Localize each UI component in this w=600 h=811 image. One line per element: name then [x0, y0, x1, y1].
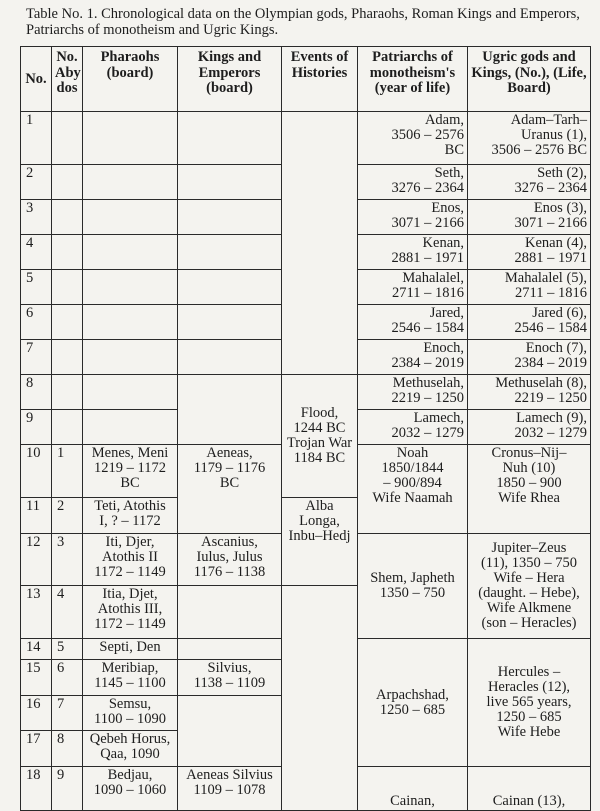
abydos-number: 5 — [52, 639, 83, 660]
king-empty-cell — [178, 586, 282, 639]
row-number: 7 — [21, 340, 52, 375]
arpachshad-cell: Arpachshad, 1250 – 685 — [358, 639, 468, 767]
pharaoh-cell: Bedjau, 1090 – 1060 — [83, 767, 178, 811]
abydos-number: 6 — [52, 660, 83, 696]
ugric-cell: Methuselah (8), 2219 – 1250 — [468, 375, 591, 410]
ugric-cell: Cainan (13), — [468, 767, 591, 811]
pharaoh-cell: Septi, Den — [83, 639, 178, 660]
pharaoh-cell: Meribiap, 1145 – 1100 — [83, 660, 178, 696]
header-pharaohs: Pharaohs (board) — [83, 47, 178, 112]
abydos-number: 8 — [52, 731, 83, 767]
row-number: 12 — [21, 534, 52, 586]
abydos-number: 3 — [52, 534, 83, 586]
cronus-cell: Cronus–Nij– Nuh (10) 1850 – 900 Wife Rhea — [468, 445, 591, 534]
row-number: 10 — [21, 445, 52, 498]
kings-empty-cell — [178, 375, 282, 445]
jupiter-cell: Jupiter–Zeus (11), 1350 – 750 Wife – Hera (daught. – Hebe), Wife Alkmene (son – Heracles) — [468, 534, 591, 639]
pharaoh-cell: Qebeh Horus, Qaa, 1090 — [83, 731, 178, 767]
row-number: 16 — [21, 696, 52, 731]
header-row — [21, 47, 591, 112]
table-row — [21, 375, 591, 410]
row-number: 18 — [21, 767, 52, 811]
king-empty-cell — [178, 639, 282, 660]
row-number: 4 — [21, 235, 52, 270]
ugric-cell: Enoch (7), 2384 – 2019 — [468, 340, 591, 375]
king-empty-cell — [178, 696, 282, 767]
patriarch-cell: Lamech, 2032 – 1279 — [358, 410, 468, 445]
ugric-cell: Mahalalel (5), 2711 – 1816 — [468, 270, 591, 305]
king-cell: Silvius, 1138 – 1109 — [178, 660, 282, 696]
table-caption: Table No. 1. Chronological data on the Olympian gods, Pharaohs, Roman Kings and Emperors, Patriarchs of monotheism and Ugric Kings. — [26, 6, 580, 38]
header-ugric: Ugric gods and Kings, (No.), (Life, Board) — [468, 47, 591, 112]
header-abydos: No. Aby dos — [52, 47, 83, 112]
pharaoh-cell: Itia, Djet, Atothis III, 1172 – 1149 — [83, 586, 178, 639]
row-number: 15 — [21, 660, 52, 696]
events-flood-cell: Flood, 1244 BC Trojan War 1184 BC — [282, 375, 358, 498]
row-number: 2 — [21, 165, 52, 200]
row-number: 14 — [21, 639, 52, 660]
ugric-cell: Jared (6), 2546 – 1584 — [468, 305, 591, 340]
patriarch-cell: Seth, 3276 – 2364 — [358, 165, 468, 200]
header-patriarchs: Patriarchs of monotheism's (year of life) — [358, 47, 468, 112]
table-row — [21, 112, 591, 165]
patriarch-cell: Methuselah, 2219 – 1250 — [358, 375, 468, 410]
noah-cell: Noah 1850/1844 – 900/894 Wife Naamah — [358, 445, 468, 534]
ugric-cell: Seth (2), 3276 – 2364 — [468, 165, 591, 200]
abydos-number: 1 — [52, 445, 83, 498]
events-empty-cell — [282, 112, 358, 375]
events-alba-cell: Alba Longa, Inbu–Hedj — [282, 498, 358, 586]
header-kings: Kings and Emperors (board) — [178, 47, 282, 112]
patriarch-cell: Kenan, 2881 – 1971 — [358, 235, 468, 270]
abydos-number: 4 — [52, 586, 83, 639]
row-number: 1 — [21, 112, 52, 165]
pharaoh-cell: Iti, Djer, Atothis II 1172 – 1149 — [83, 534, 178, 586]
patriarch-cell: Adam, 3506 – 2576 BC — [358, 112, 468, 165]
king-cell: Aeneas, 1179 – 1176 BC — [178, 445, 282, 534]
patriarch-cell: Jared, 2546 – 1584 — [358, 305, 468, 340]
row-number: 8 — [21, 375, 52, 410]
hercules-cell: Hercules – Heracles (12), live 565 years, 1250 – 685 Wife Hebe — [468, 639, 591, 767]
row-number: 6 — [21, 305, 52, 340]
pharaoh-cell: Menes, Meni 1219 – 1172 BC — [83, 445, 178, 498]
chronology-table — [20, 46, 591, 811]
ugric-cell: Kenan (4), 2881 – 1971 — [468, 235, 591, 270]
row-number: 9 — [21, 410, 52, 445]
row-number: 11 — [21, 498, 52, 534]
abydos-number: 2 — [52, 498, 83, 534]
ugric-cell: Adam–Tarh– Uranus (1), 3506 – 2576 BC — [468, 112, 591, 165]
shem-cell: Shem, Japheth 1350 – 750 — [358, 534, 468, 639]
row-number: 13 — [21, 586, 52, 639]
ugric-cell: Enos (3), 3071 – 2166 — [468, 200, 591, 235]
events-empty-cell — [282, 586, 358, 811]
patriarch-cell: Enos, 3071 – 2166 — [358, 200, 468, 235]
header-no: No. — [21, 47, 52, 112]
patriarch-cell: Mahalalel, 2711 – 1816 — [358, 270, 468, 305]
header-events: Events of Histories — [282, 47, 358, 112]
patriarch-cell: Cainan, — [358, 767, 468, 811]
pharaoh-cell: Semsu, 1100 – 1090 — [83, 696, 178, 731]
row-number: 5 — [21, 270, 52, 305]
abydos-number: 7 — [52, 696, 83, 731]
row-number: 3 — [21, 200, 52, 235]
row-number: 17 — [21, 731, 52, 767]
ugric-cell: Lamech (9), 2032 – 1279 — [468, 410, 591, 445]
king-cell: Ascanius, Iulus, Julus 1176 – 1138 — [178, 534, 282, 586]
king-cell: Aeneas Silvius 1109 – 1078 — [178, 767, 282, 811]
pharaoh-cell: Teti, Atothis I, ? – 1172 — [83, 498, 178, 534]
abydos-number: 9 — [52, 767, 83, 811]
patriarch-cell: Enoch, 2384 – 2019 — [358, 340, 468, 375]
